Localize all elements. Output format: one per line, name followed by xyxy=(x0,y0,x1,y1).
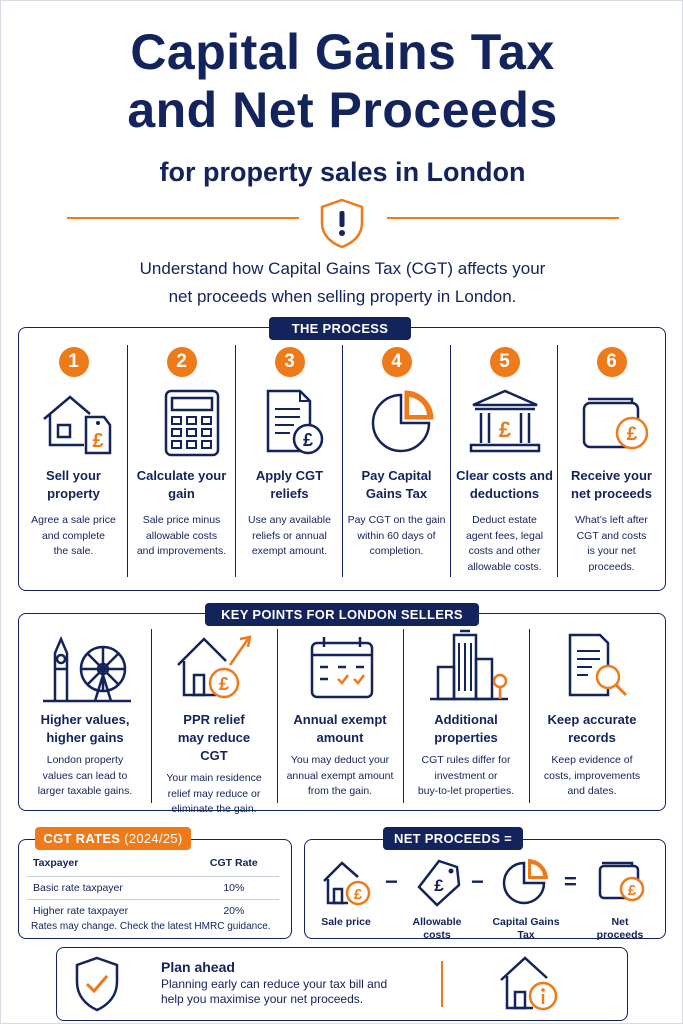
page-title xyxy=(1,23,683,139)
key-point-title: Additional properties xyxy=(434,712,498,745)
equals-operator: = xyxy=(564,869,577,894)
net-proceeds-label: Capital Gains Tax xyxy=(492,916,560,941)
step-number: 1 xyxy=(59,347,89,377)
price-tag-pound-icon xyxy=(409,857,465,907)
key-point-title: Higher values, higher gains xyxy=(40,712,130,745)
rates-note: Rates may change. Check the latest HMRC guidance. xyxy=(31,921,271,932)
step-number: 2 xyxy=(167,347,197,377)
wallet-pound-icon xyxy=(570,387,654,457)
key-points-heading: KEY POINTS FOR LONDON SELLERS xyxy=(205,603,479,626)
intro-line-2: net proceeds when selling property in London. xyxy=(168,287,517,306)
key-point-title: Annual exempt amount xyxy=(293,712,387,745)
table-row xyxy=(27,900,279,923)
table-cell: 20% xyxy=(189,900,279,923)
net-proceeds-result xyxy=(585,857,655,942)
net-proceeds-label: Allowable costs xyxy=(412,916,462,941)
calendar-check-icon xyxy=(290,625,390,705)
key-point-higher-values xyxy=(23,625,147,805)
plan-divider xyxy=(441,961,443,1007)
step-description: Pay CGT on the gain within 60 days of completion. xyxy=(347,514,446,557)
step-title: Calculate your gain xyxy=(136,468,227,501)
step-description: Deduct estate agent fees, legal costs and other allowable costs. xyxy=(465,514,544,573)
step-number: 5 xyxy=(490,347,520,377)
cgt-rates-heading: CGT RATES (2024/25) xyxy=(35,827,191,850)
document-pound-icon xyxy=(248,387,332,457)
column-header: Taxpayer xyxy=(33,857,79,869)
step-number: 4 xyxy=(382,347,412,377)
svg-text:£: £ xyxy=(218,674,230,694)
buildings-icon xyxy=(416,625,516,705)
svg-text:£: £ xyxy=(434,876,444,895)
bank-building-icon xyxy=(463,387,547,457)
key-point-description: CGT rules differ for investment or buy-to-let properties. xyxy=(417,754,515,797)
net-proceeds-sale-price xyxy=(311,857,381,929)
net-proceeds-label: Sale price xyxy=(321,916,371,928)
key-point-description: You may deduct your annual exempt amount from the gain. xyxy=(286,754,394,797)
house-info-icon xyxy=(497,954,561,1014)
shield-alert-icon xyxy=(317,197,367,249)
house-growth-icon xyxy=(164,625,264,705)
document-search-icon xyxy=(542,625,642,705)
key-point-ppr-relief xyxy=(152,625,276,815)
title-line-2: and Net Proceeds xyxy=(127,82,558,138)
house-pound-icon xyxy=(318,857,374,907)
table-row xyxy=(27,877,279,900)
svg-text:£: £ xyxy=(91,430,104,452)
divider-right xyxy=(387,217,619,219)
step-title: Apply CGT reliefs xyxy=(255,468,324,501)
title-line-1: Capital Gains Tax xyxy=(130,24,555,80)
net-proceeds-allowable-costs xyxy=(401,857,473,942)
plan-ahead-title: Plan ahead xyxy=(161,959,235,975)
minus-operator: − xyxy=(471,869,484,894)
table-cell: 10% xyxy=(189,877,279,900)
process-heading: THE PROCESS xyxy=(269,317,411,340)
net-proceeds-capital-gains-tax xyxy=(485,857,567,942)
table-cell: Higher rate taxpayer xyxy=(27,900,189,923)
svg-text:£: £ xyxy=(302,430,313,450)
column-header: CGT Rate xyxy=(209,857,258,869)
pie-chart-icon xyxy=(498,857,554,907)
svg-text:£: £ xyxy=(498,417,511,442)
minus-operator: − xyxy=(385,869,398,894)
key-point-description: Your main residence relief may reduce or eliminate the gain. xyxy=(166,772,262,815)
key-point-annual-exempt xyxy=(278,625,402,805)
calculator-icon xyxy=(140,387,224,457)
step-title: Sell your property xyxy=(46,468,101,501)
step-description: What’s left after CGT and costs is your net proceeds. xyxy=(575,514,648,573)
page-subtitle: for property sales in London xyxy=(159,157,526,187)
wallet-pound-icon xyxy=(592,857,648,907)
plan-ahead-text: Planning early can reduce your tax bill and help you maximise your net proceeds. xyxy=(161,977,388,1006)
london-skyline-icon xyxy=(35,625,135,705)
net-proceeds-label: Net proceeds xyxy=(596,916,644,941)
step-number: 6 xyxy=(597,347,627,377)
svg-text:£: £ xyxy=(626,424,637,445)
intro-line-1: Understand how Capital Gains Tax (CGT) affects your xyxy=(139,259,546,278)
table-header-row xyxy=(27,853,279,877)
step-title: Clear costs and deductions xyxy=(456,468,553,501)
step-title: Pay Capital Gains Tax xyxy=(361,468,432,501)
key-point-additional-properties xyxy=(404,625,528,805)
table-cell: Basic rate taxpayer xyxy=(27,877,189,900)
step-description: Sale price minus allowable costs and improvements. xyxy=(136,514,227,557)
process-step-2 xyxy=(128,343,235,579)
divider-left xyxy=(67,217,299,219)
process-step-5 xyxy=(451,343,558,579)
step-description: Agree a sale price and complete the sale. xyxy=(31,514,116,557)
key-point-description: London property values can lead to larger taxable gains. xyxy=(37,754,133,797)
cgt-rates-table xyxy=(27,853,279,922)
process-step-4 xyxy=(343,343,450,579)
shield-check-icon xyxy=(71,954,123,1014)
key-point-description: Keep evidence of costs, improvements and dates. xyxy=(543,754,641,797)
svg-text:£: £ xyxy=(627,882,637,899)
house-price-tag-icon xyxy=(32,387,116,457)
intro-text xyxy=(41,255,644,311)
key-point-title: Keep accurate records xyxy=(547,712,637,745)
pie-chart-icon xyxy=(355,387,439,457)
process-step-6 xyxy=(558,343,665,579)
step-description: Use any available reliefs or annual exempt amount. xyxy=(248,514,331,557)
svg-text:£: £ xyxy=(353,886,363,903)
process-step-3 xyxy=(236,343,343,579)
net-proceeds-heading: NET PROCEEDS = xyxy=(383,827,523,850)
key-point-records xyxy=(530,625,654,805)
process-step-1 xyxy=(20,343,127,579)
key-point-title: PPR relief may reduce CGT xyxy=(177,712,251,763)
step-title: Receive your net proceeds xyxy=(571,468,652,501)
step-number: 3 xyxy=(275,347,305,377)
